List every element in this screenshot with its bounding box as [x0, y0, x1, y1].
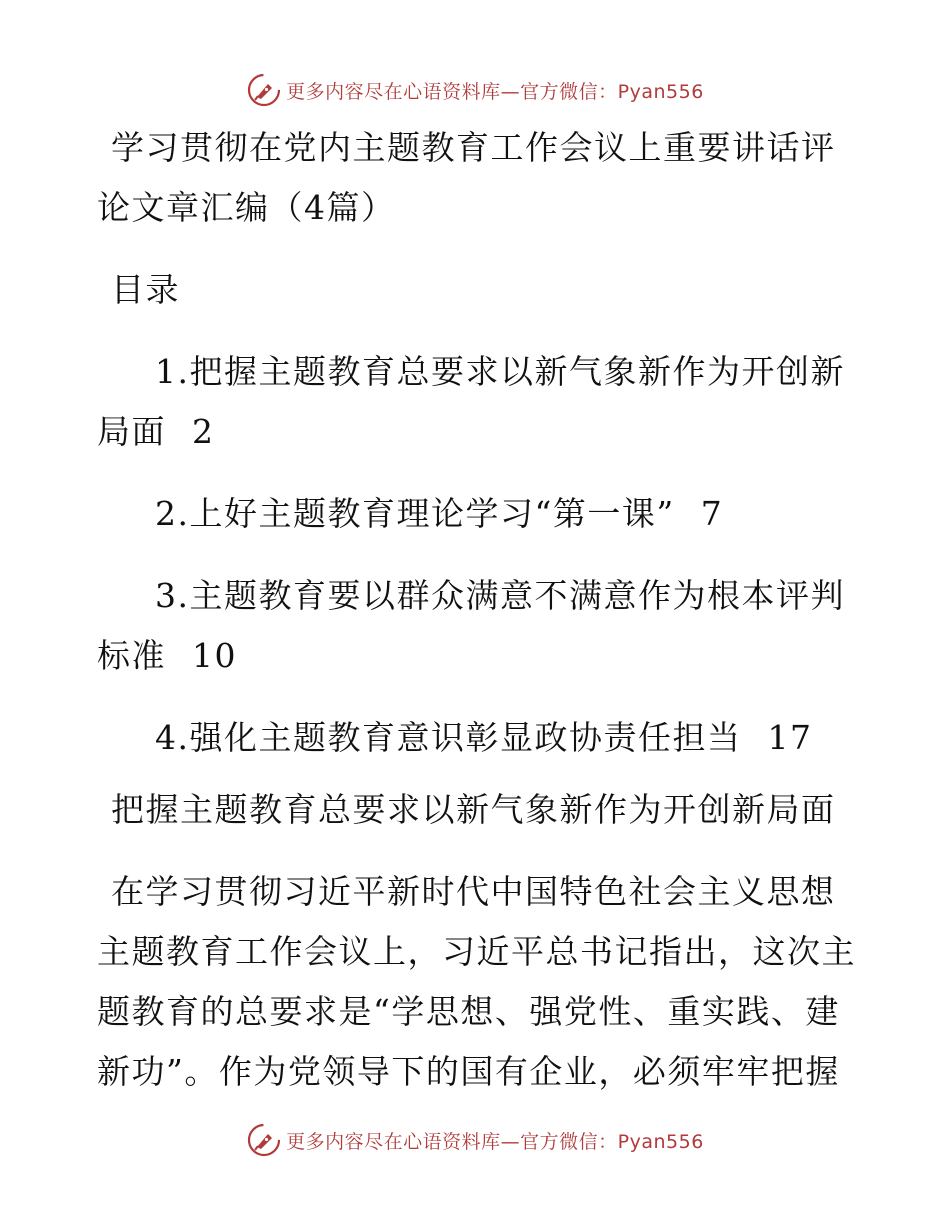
toc-item-4-page: 17	[767, 718, 813, 757]
pen-nib-circle-icon	[246, 72, 282, 108]
title-line-1: 学习贯彻在党内主题教育工作会议上重要讲话评	[111, 128, 836, 167]
banner-site-name: 更多内容尽在心语资料库	[286, 1130, 501, 1153]
pen-nib-circle-icon	[246, 1122, 282, 1158]
toc-item-1-line-2	[97, 402, 857, 462]
toc-item-3-line-1: 3.主题教育要以群众满意不满意作为根本评判	[155, 576, 845, 615]
toc-item-3	[97, 566, 857, 686]
toc-item-3-line-2	[97, 626, 857, 686]
body-line-1: 在学习贯彻习近平新时代中国特色社会主义思想	[111, 872, 836, 911]
toc-item-2-line-1	[97, 484, 857, 544]
toc-item-1-page: 2	[192, 412, 215, 451]
toc-heading: 目录	[111, 270, 180, 309]
toc-item-1-line-2-text: 局面	[97, 412, 166, 451]
document-title	[97, 118, 857, 238]
section-title: 把握主题教育总要求以新气象新作为开创新局面	[111, 790, 836, 829]
banner-separator: —	[500, 1130, 521, 1153]
banner-wechat: 官方微信：Pyan556	[520, 1130, 704, 1153]
toc-item-4	[97, 708, 857, 768]
title-line-2: 论文章汇编（4篇）	[97, 188, 396, 227]
footer-banner	[0, 1118, 950, 1162]
banner-wechat: 官方微信：Pyan556	[520, 80, 704, 103]
toc-item-3-page: 10	[192, 636, 237, 675]
toc-item-2-page: 7	[700, 494, 724, 533]
banner-text	[286, 1127, 704, 1154]
toc-item-1	[97, 342, 857, 462]
body-paragraph	[97, 862, 857, 1102]
toc-item-1-line-1: 1.把握主题教育总要求以新气象新作为开创新	[155, 352, 845, 391]
toc-item-3-line-2-text: 标准	[97, 636, 166, 675]
body-line-4: 新功”。作为党领导下的国有企业，必须牢牢把握	[97, 1052, 840, 1091]
banner-text	[286, 77, 704, 104]
toc-item-2	[97, 484, 857, 544]
toc-item-4-text: 4.强化主题教育意识彰显政协责任担当	[155, 718, 742, 757]
header-banner	[0, 68, 950, 112]
body-line-2: 主题教育工作会议上，习近平总书记指出，这次主	[97, 932, 856, 971]
document-body	[97, 118, 857, 1102]
banner-separator: —	[500, 80, 521, 103]
toc-item-4-line-1	[97, 708, 857, 768]
body-line-3: 题教育的总要求是“学思想、强党性、重实践、建	[97, 992, 840, 1031]
banner-site-name: 更多内容尽在心语资料库	[286, 80, 501, 103]
toc-item-2-text: 2.上好主题教育理论学习“第一课”	[155, 494, 675, 533]
toc-list	[97, 342, 857, 768]
